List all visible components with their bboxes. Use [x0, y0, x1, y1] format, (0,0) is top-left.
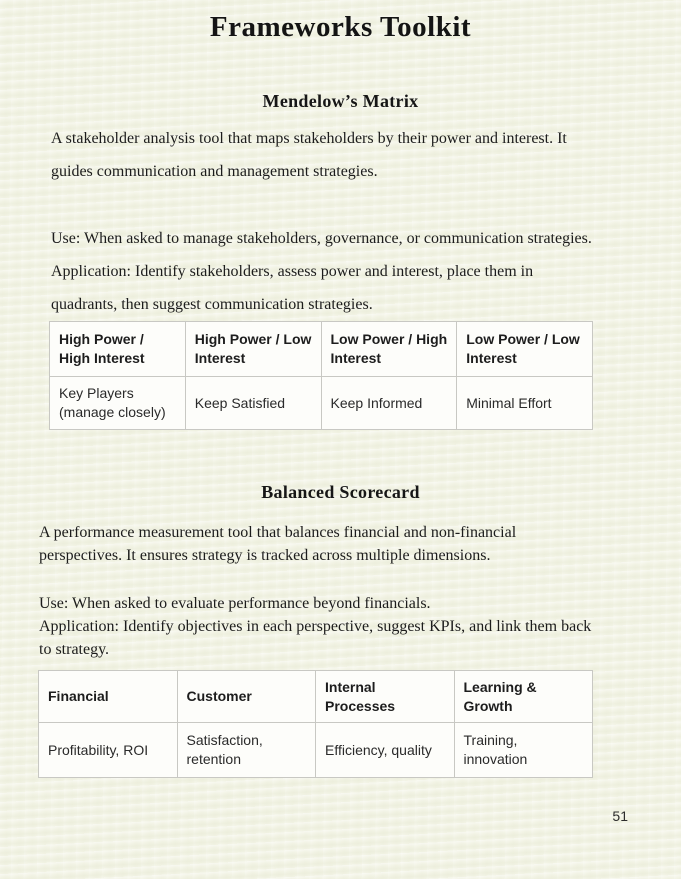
paragraph-line: Use: When asked to manage stakeholders, governance, or communication strategies.: [51, 230, 592, 247]
table-header-row: [39, 671, 593, 723]
paragraph-line: A stakeholder analysis tool that maps stakeholders by their power and interest. It: [51, 130, 567, 147]
paragraph-line: Use: When asked to evaluate performance beyond financials.: [39, 595, 431, 612]
table-header-cell: Internal Processes: [316, 671, 455, 723]
paragraph-line: Application: Identify stakeholders, assess power and interest, place them in: [51, 263, 534, 280]
table-header-row: [50, 322, 593, 377]
table-row: [50, 377, 593, 430]
mendelow-table: [49, 321, 593, 430]
table-cell: Keep Informed: [321, 377, 457, 430]
balanced-scorecard-description: [39, 521, 516, 567]
paragraph-line: A performance measurement tool that balances financial and non-financial: [39, 524, 517, 541]
paragraph-line: to strategy.: [39, 641, 110, 658]
table-header-cell: Customer: [177, 671, 316, 723]
table-header-cell: High Power / High Interest: [50, 322, 186, 377]
paragraph-line: quadrants, then suggest communication strategies.: [51, 296, 373, 313]
mendelow-usage: [51, 222, 592, 321]
paragraph-line: perspectives. It ensures strategy is tracked across multiple dimensions.: [39, 547, 491, 564]
balanced-scorecard-usage: [39, 592, 591, 661]
table-cell: Key Players (manage closely): [50, 377, 186, 430]
table-header-cell: High Power / Low Interest: [185, 322, 321, 377]
table-cell: Satisfaction, retention: [177, 723, 316, 778]
page-number: 51: [612, 808, 628, 824]
table-cell: Minimal Effort: [457, 377, 593, 430]
paragraph-line: guides communication and management strategies.: [51, 163, 378, 180]
mendelow-description: [51, 122, 567, 188]
section-heading-balanced-scorecard: Balanced Scorecard: [261, 482, 420, 502]
table-cell: Efficiency, quality: [316, 723, 455, 778]
table-cell: Profitability, ROI: [39, 723, 178, 778]
balanced-scorecard-table: [38, 670, 593, 778]
table-header-cell: Low Power / Low Interest: [457, 322, 593, 377]
table-header-cell: Financial: [39, 671, 178, 723]
table-header-cell: Low Power / High Interest: [321, 322, 457, 377]
section-heading-mendelow: Mendelow’s Matrix: [262, 91, 419, 111]
table-cell: Keep Satisfied: [185, 377, 321, 430]
paragraph-line: Application: Identify objectives in each perspective, suggest KPIs, and link them back: [39, 618, 592, 635]
table-row: [39, 723, 593, 778]
table-header-cell: Learning & Growth: [454, 671, 593, 723]
page-title: Frameworks Toolkit: [209, 11, 472, 43]
table-cell: Training, innovation: [454, 723, 593, 778]
